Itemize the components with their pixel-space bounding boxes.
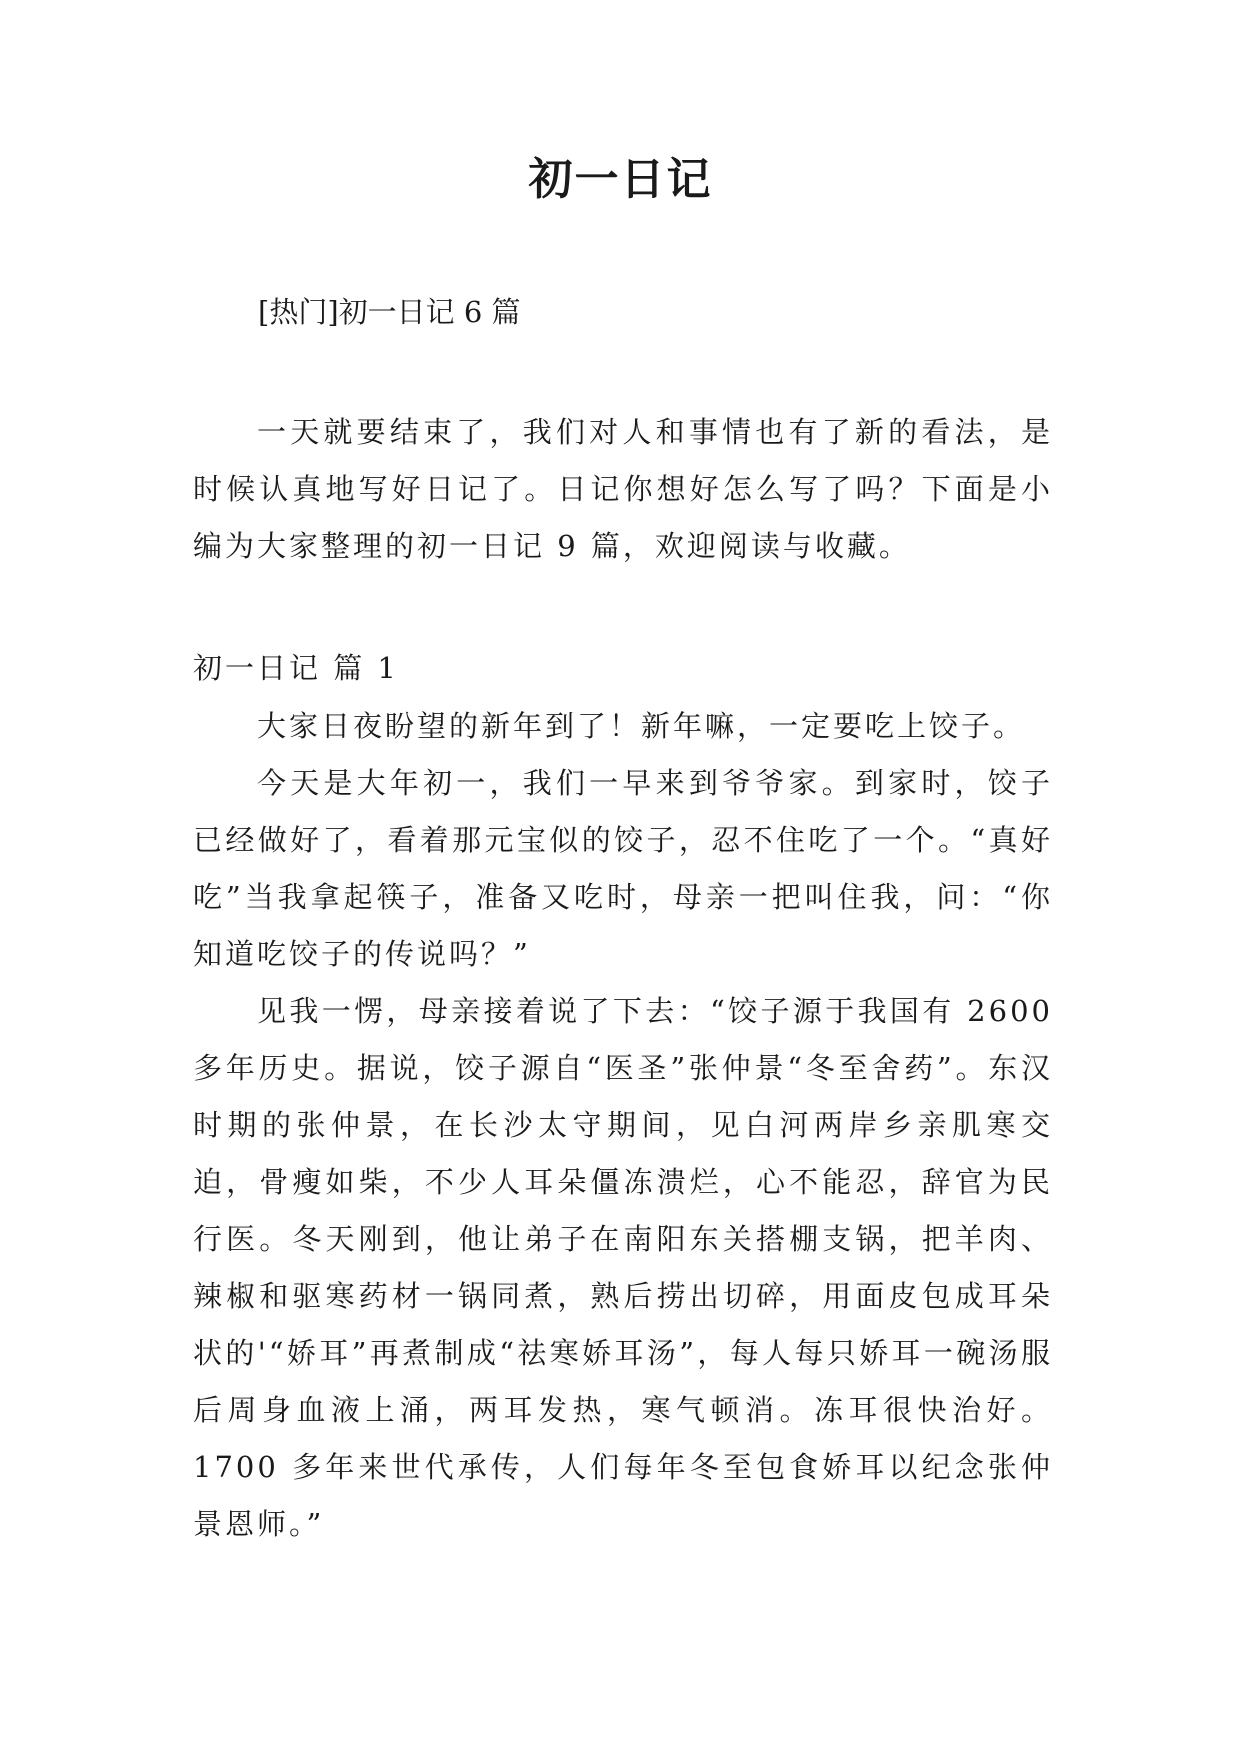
intro-paragraph: 一天就要结束了，我们对人和事情也有了新的看法，是时候认真地写好日记了。日记你想好怎么写了吗？下面是小编为大家整理的初一日记 9 篇，欢迎阅读与收藏。 [193, 415, 1053, 563]
diary-entry-body [193, 698, 1053, 1553]
body-paragraph: 今天是大年初一，我们一早来到爷爷家。到家时，饺子已经做好了，看着那元宝似的饺子，忍不住吃了一个。“真好吃”当我拿起筷子，准备又吃时，母亲一把叫住我，问：“你知道吃饺子的传说吗？” [193, 766, 1053, 971]
section-heading: 初一日记 篇 1 [193, 651, 399, 685]
intro-paragraph-block [193, 404, 1053, 575]
document-title: 初一日记 [528, 154, 713, 205]
document-subtitle: [热门]初一日记 6 篇 [258, 295, 521, 329]
body-paragraph: 大家日夜盼望的新年到了！新年嘛，一定要吃上饺子。 [257, 709, 1026, 743]
body-paragraph: 见我一愣，母亲接着说了下去：“饺子源于我国有 2600 多年历史。据说，饺子源自“医圣”张仲景“冬至舍药”。东汉时期的张仲景，在长沙太守期间，见白河两岸乡亲肌寒交迫，骨瘦如柴，不少人耳朵僵冻溃烂，心不能忍，辞官为民行医。冬天刚到，他让弟子在南阳东关搭棚支锅，把羊肉、辣椒和驱寒药材一锅同煮，熟后捞出切碎，用面皮包成耳朵状的'“娇耳”再煮制成“祛寒娇耳汤”，每人每只娇耳一碗汤服后周身血液上涌，两耳发热，寒气顿消。冻耳很快治好。1700 多年来世代承传，人们每年冬至包食娇耳以纪念张仲景恩师。” [193, 994, 1053, 1541]
